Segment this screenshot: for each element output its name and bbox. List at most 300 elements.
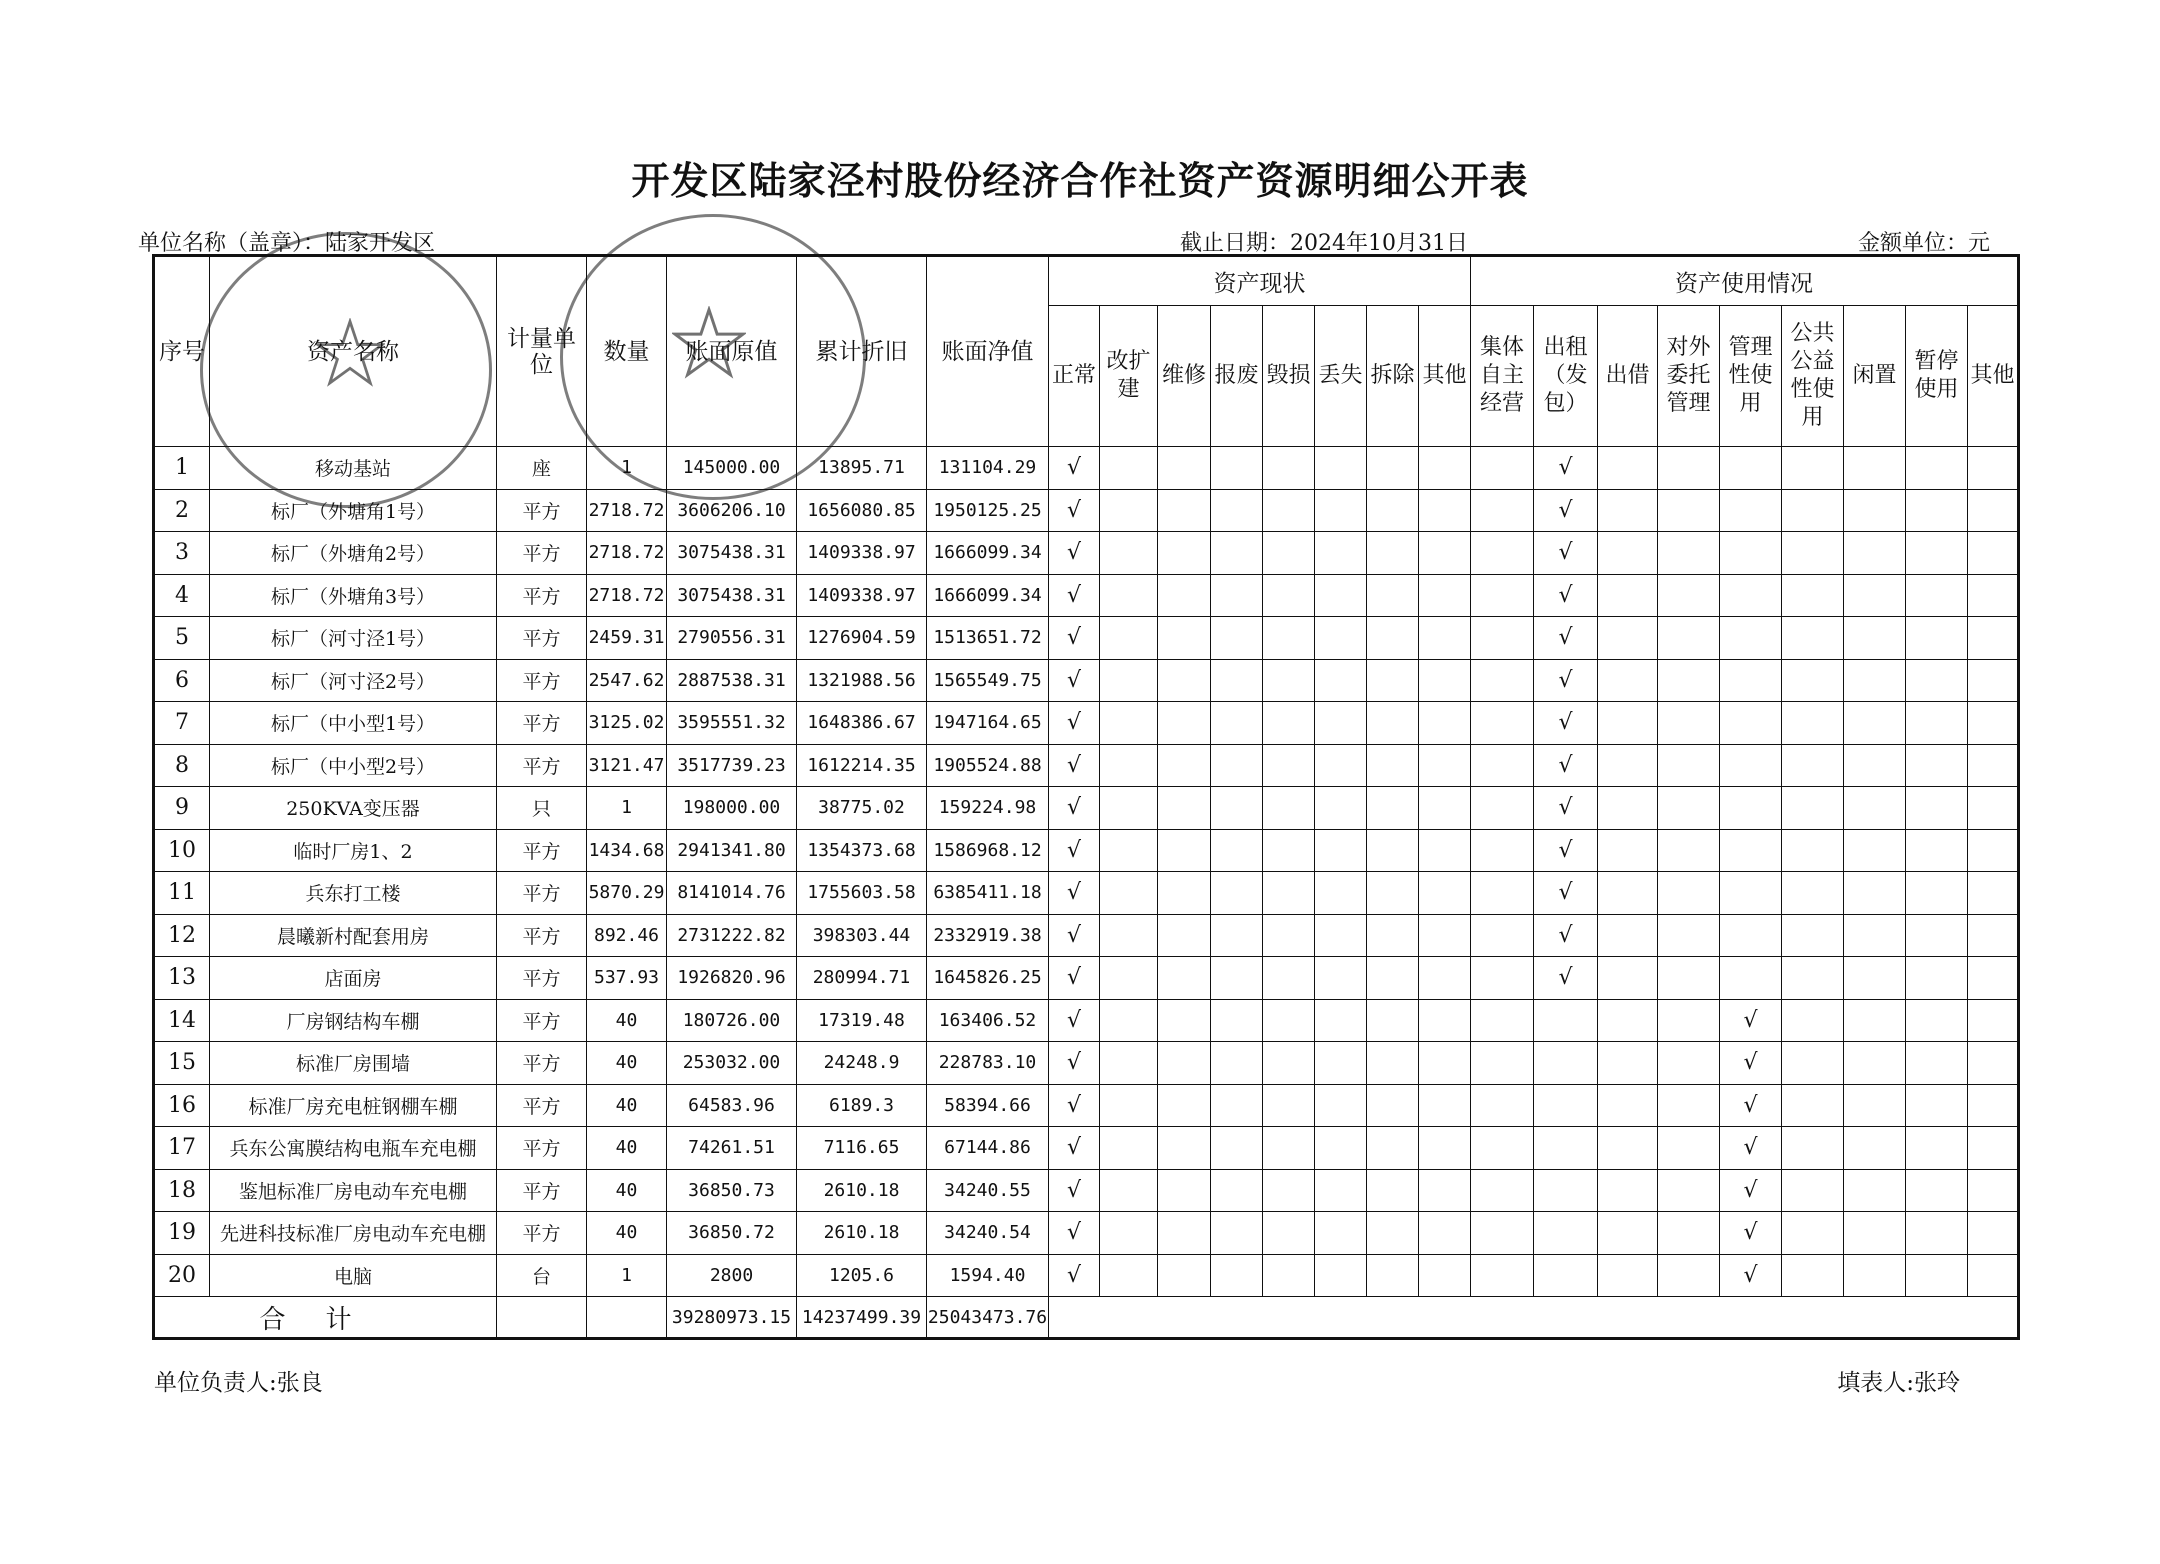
usage-cell [1906, 829, 1968, 872]
usage-cell [1658, 574, 1720, 617]
usage-cell [1658, 1084, 1720, 1127]
usage-cell [1598, 1084, 1658, 1127]
usage-cell [1906, 532, 1968, 575]
row-net-value: 1586968.12 [927, 829, 1049, 872]
status-normal-check: √ [1049, 702, 1100, 745]
status-cell [1263, 617, 1315, 660]
usage-cell [1471, 1169, 1534, 1212]
usage-cell [1782, 659, 1844, 702]
usage-cell [1658, 744, 1720, 787]
usage-cell [1471, 532, 1534, 575]
usage-cell [1906, 1254, 1968, 1297]
status-cell [1367, 574, 1419, 617]
status-normal-check: √ [1049, 1042, 1100, 1085]
row-quantity: 40 [587, 1042, 667, 1085]
row-asset-name: 鉴旭标准厂房电动车充电棚 [210, 1169, 497, 1212]
row-net-value: 228783.10 [927, 1042, 1049, 1085]
status-normal-check: √ [1049, 1254, 1100, 1297]
status-cell [1100, 617, 1158, 660]
status-cell [1315, 829, 1367, 872]
row-asset-name: 先进科技标准厂房电动车充电棚 [210, 1212, 497, 1255]
status-cell [1211, 744, 1263, 787]
row-unit: 只 [497, 787, 587, 830]
usage-cell [1844, 999, 1906, 1042]
status-cell [1263, 489, 1315, 532]
row-seq: 2 [154, 489, 210, 532]
usage-cell [1598, 532, 1658, 575]
header-asset-name: 资产名称 [210, 256, 497, 447]
usage-cell [1534, 1212, 1598, 1255]
status-normal-check: √ [1049, 872, 1100, 915]
status-cell [1263, 447, 1315, 490]
header-status-col: 其他 [1419, 306, 1471, 447]
usage-cell [1598, 1212, 1658, 1255]
status-cell [1315, 1084, 1367, 1127]
usage-cell [1598, 872, 1658, 915]
status-cell [1100, 489, 1158, 532]
status-cell [1100, 787, 1158, 830]
row-depreciation: 1354373.68 [797, 829, 927, 872]
usage-cell [1534, 1169, 1598, 1212]
status-normal-check: √ [1049, 447, 1100, 490]
usage-cell [1906, 617, 1968, 660]
status-cell [1263, 659, 1315, 702]
status-cell [1367, 617, 1419, 660]
status-cell [1419, 574, 1471, 617]
status-cell [1263, 574, 1315, 617]
status-cell [1367, 829, 1419, 872]
status-cell [1158, 659, 1211, 702]
table-row [154, 744, 2019, 787]
total-quantity [587, 1297, 667, 1339]
usage-check: √ [1534, 829, 1598, 872]
status-cell [1211, 829, 1263, 872]
header-status-col: 毁损 [1263, 306, 1315, 447]
form-filler: 填表人:张玲 [1837, 1370, 1960, 1396]
row-depreciation: 1321988.56 [797, 659, 927, 702]
status-cell [1315, 1169, 1367, 1212]
header-usage-col: 闲置 [1844, 306, 1906, 447]
usage-cell [1968, 1169, 2019, 1212]
header-status-col: 报废 [1211, 306, 1263, 447]
row-asset-name: 标准厂房围墙 [210, 1042, 497, 1085]
status-cell [1263, 829, 1315, 872]
row-original-value: 8141014.76 [667, 872, 797, 915]
usage-cell [1844, 574, 1906, 617]
usage-cell [1968, 489, 2019, 532]
status-cell [1263, 1042, 1315, 1085]
usage-cell [1968, 1084, 2019, 1127]
status-cell [1367, 914, 1419, 957]
status-cell [1263, 1084, 1315, 1127]
row-depreciation: 2610.18 [797, 1169, 927, 1212]
row-depreciation: 398303.44 [797, 914, 927, 957]
header-seq: 序号 [154, 256, 210, 447]
usage-cell [1598, 617, 1658, 660]
usage-cell [1658, 659, 1720, 702]
usage-cell [1968, 617, 2019, 660]
status-cell [1100, 1254, 1158, 1297]
table-row [154, 914, 2019, 957]
usage-check: √ [1720, 1042, 1782, 1085]
usage-cell [1906, 489, 1968, 532]
row-original-value: 3595551.32 [667, 702, 797, 745]
row-unit: 平方 [497, 574, 587, 617]
usage-cell [1658, 447, 1720, 490]
usage-cell [1471, 574, 1534, 617]
usage-check: √ [1534, 489, 1598, 532]
usage-cell [1844, 659, 1906, 702]
status-cell [1263, 1254, 1315, 1297]
usage-cell [1534, 1042, 1598, 1085]
row-asset-name: 标厂（外塘角2号） [210, 532, 497, 575]
row-asset-name: 标厂（外塘角3号） [210, 574, 497, 617]
usage-cell [1968, 1042, 2019, 1085]
usage-cell [1598, 787, 1658, 830]
usage-cell [1720, 702, 1782, 745]
usage-cell [1598, 489, 1658, 532]
row-asset-name: 标厂（外塘角1号） [210, 489, 497, 532]
total-empty-area [1049, 1297, 2019, 1339]
usage-cell [1782, 574, 1844, 617]
row-net-value: 1947164.65 [927, 702, 1049, 745]
row-net-value: 1666099.34 [927, 532, 1049, 575]
row-original-value: 36850.72 [667, 1212, 797, 1255]
status-cell [1263, 532, 1315, 575]
row-net-value: 159224.98 [927, 787, 1049, 830]
status-cell [1419, 1254, 1471, 1297]
row-original-value: 36850.73 [667, 1169, 797, 1212]
row-seq: 3 [154, 532, 210, 575]
status-cell [1419, 1042, 1471, 1085]
usage-check: √ [1534, 447, 1598, 490]
usage-cell [1720, 829, 1782, 872]
status-cell [1158, 532, 1211, 575]
usage-cell [1598, 1254, 1658, 1297]
usage-cell [1471, 744, 1534, 787]
status-cell [1263, 702, 1315, 745]
row-seq: 8 [154, 744, 210, 787]
table-row [154, 957, 2019, 1000]
table-row [154, 447, 2019, 490]
row-unit: 平方 [497, 957, 587, 1000]
usage-cell [1720, 489, 1782, 532]
usage-cell [1658, 617, 1720, 660]
row-quantity: 1434.68 [587, 829, 667, 872]
usage-cell [1720, 872, 1782, 915]
table-row [154, 659, 2019, 702]
status-cell [1211, 914, 1263, 957]
status-cell [1315, 999, 1367, 1042]
row-depreciation: 1612214.35 [797, 744, 927, 787]
row-original-value: 1926820.96 [667, 957, 797, 1000]
usage-cell [1598, 447, 1658, 490]
status-cell [1158, 1127, 1211, 1170]
usage-cell [1782, 957, 1844, 1000]
total-label: 合计 [154, 1297, 497, 1339]
status-normal-check: √ [1049, 1212, 1100, 1255]
usage-cell [1844, 957, 1906, 1000]
usage-cell [1968, 829, 2019, 872]
usage-cell [1658, 1254, 1720, 1297]
status-cell [1158, 957, 1211, 1000]
usage-cell [1844, 787, 1906, 830]
usage-cell [1658, 872, 1720, 915]
row-net-value: 34240.54 [927, 1212, 1049, 1255]
status-cell [1158, 489, 1211, 532]
status-cell [1367, 447, 1419, 490]
usage-cell [1598, 574, 1658, 617]
table-row [154, 489, 2019, 532]
row-asset-name: 电脑 [210, 1254, 497, 1297]
usage-cell [1782, 1127, 1844, 1170]
row-original-value: 64583.96 [667, 1084, 797, 1127]
row-unit: 平方 [497, 744, 587, 787]
money-unit: 金额单位：元 [1857, 231, 1990, 256]
status-normal-check: √ [1049, 532, 1100, 575]
row-depreciation: 1648386.67 [797, 702, 927, 745]
header-usage-col: 其他 [1968, 306, 2019, 447]
usage-cell [1844, 447, 1906, 490]
usage-check: √ [1534, 744, 1598, 787]
row-seq: 19 [154, 1212, 210, 1255]
usage-cell [1782, 489, 1844, 532]
total-unit [497, 1297, 587, 1339]
row-depreciation: 13895.71 [797, 447, 927, 490]
row-asset-name: 标厂（河寸泾1号） [210, 617, 497, 660]
status-cell [1315, 1127, 1367, 1170]
row-quantity: 40 [587, 1084, 667, 1127]
row-net-value: 58394.66 [927, 1084, 1049, 1127]
row-depreciation: 7116.65 [797, 1127, 927, 1170]
status-cell [1315, 659, 1367, 702]
status-normal-check: √ [1049, 787, 1100, 830]
status-cell [1100, 532, 1158, 575]
row-net-value: 6385411.18 [927, 872, 1049, 915]
usage-cell [1782, 702, 1844, 745]
row-depreciation: 24248.9 [797, 1042, 927, 1085]
usage-cell [1844, 1042, 1906, 1085]
usage-cell [1906, 1042, 1968, 1085]
usage-cell [1658, 914, 1720, 957]
usage-cell [1471, 617, 1534, 660]
row-unit: 平方 [497, 1042, 587, 1085]
row-unit: 平方 [497, 489, 587, 532]
usage-cell [1658, 1169, 1720, 1212]
usage-cell [1471, 829, 1534, 872]
usage-cell [1720, 447, 1782, 490]
table-row [154, 617, 2019, 660]
status-cell [1367, 872, 1419, 915]
status-cell [1419, 1169, 1471, 1212]
page-title: 开发区陆家泾村股份经济合作社资产资源明细公开表 [631, 159, 1529, 203]
status-cell [1419, 1127, 1471, 1170]
status-cell [1100, 999, 1158, 1042]
status-cell [1315, 702, 1367, 745]
status-cell [1158, 617, 1211, 660]
status-cell [1211, 999, 1263, 1042]
row-seq: 1 [154, 447, 210, 490]
row-seq: 10 [154, 829, 210, 872]
status-cell [1263, 1169, 1315, 1212]
usage-cell [1906, 702, 1968, 745]
usage-cell [1598, 659, 1658, 702]
status-cell [1211, 489, 1263, 532]
total-original-value: 39280973.15 [667, 1297, 797, 1339]
usage-cell [1658, 532, 1720, 575]
row-seq: 6 [154, 659, 210, 702]
usage-cell [1782, 829, 1844, 872]
status-cell [1158, 829, 1211, 872]
row-net-value: 1513651.72 [927, 617, 1049, 660]
status-normal-check: √ [1049, 617, 1100, 660]
row-original-value: 180726.00 [667, 999, 797, 1042]
status-cell [1100, 702, 1158, 745]
usage-cell [1968, 744, 2019, 787]
status-cell [1100, 574, 1158, 617]
usage-cell [1720, 617, 1782, 660]
row-depreciation: 1656080.85 [797, 489, 927, 532]
row-depreciation: 1409338.97 [797, 532, 927, 575]
row-net-value: 34240.55 [927, 1169, 1049, 1212]
status-cell [1315, 617, 1367, 660]
status-cell [1263, 744, 1315, 787]
status-cell [1367, 787, 1419, 830]
usage-cell [1471, 1254, 1534, 1297]
row-seq: 20 [154, 1254, 210, 1297]
status-cell [1100, 744, 1158, 787]
status-cell [1158, 914, 1211, 957]
row-asset-name: 厂房钢结构车棚 [210, 999, 497, 1042]
status-cell [1263, 1212, 1315, 1255]
row-asset-name: 标厂（中小型1号） [210, 702, 497, 745]
usage-cell [1844, 829, 1906, 872]
total-row [154, 1297, 2019, 1339]
row-net-value: 67144.86 [927, 1127, 1049, 1170]
status-cell [1158, 1212, 1211, 1255]
usage-cell [1844, 702, 1906, 745]
usage-cell [1534, 1127, 1598, 1170]
usage-cell [1906, 914, 1968, 957]
usage-cell [1906, 999, 1968, 1042]
usage-cell [1720, 574, 1782, 617]
usage-cell [1720, 957, 1782, 1000]
usage-cell [1598, 914, 1658, 957]
usage-cell [1782, 447, 1844, 490]
usage-cell [1968, 574, 2019, 617]
status-cell [1419, 1084, 1471, 1127]
usage-cell [1534, 1254, 1598, 1297]
row-unit: 平方 [497, 1084, 587, 1127]
row-unit: 平方 [497, 1127, 587, 1170]
status-cell [1315, 574, 1367, 617]
usage-cell [1968, 787, 2019, 830]
row-net-value: 1594.40 [927, 1254, 1049, 1297]
row-net-value: 163406.52 [927, 999, 1049, 1042]
status-cell [1263, 999, 1315, 1042]
row-asset-name: 标厂（中小型2号） [210, 744, 497, 787]
row-original-value: 3075438.31 [667, 574, 797, 617]
row-original-value: 2941341.80 [667, 829, 797, 872]
table-row [154, 872, 2019, 915]
usage-cell [1844, 1127, 1906, 1170]
usage-cell [1720, 744, 1782, 787]
table-row [154, 532, 2019, 575]
status-cell [1263, 914, 1315, 957]
usage-cell [1720, 787, 1782, 830]
usage-cell [1844, 617, 1906, 660]
usage-cell [1782, 532, 1844, 575]
responsible-person: 单位负责人:张良 [154, 1370, 323, 1396]
usage-cell [1782, 872, 1844, 915]
status-cell [1158, 1254, 1211, 1297]
row-unit: 平方 [497, 999, 587, 1042]
row-original-value: 253032.00 [667, 1042, 797, 1085]
row-seq: 16 [154, 1084, 210, 1127]
row-original-value: 2887538.31 [667, 659, 797, 702]
usage-cell [1598, 957, 1658, 1000]
table-row [154, 1212, 2019, 1255]
row-quantity: 2718.72 [587, 574, 667, 617]
usage-check: √ [1720, 1084, 1782, 1127]
usage-cell [1968, 1212, 2019, 1255]
status-cell [1211, 702, 1263, 745]
status-cell [1211, 617, 1263, 660]
usage-cell [1471, 489, 1534, 532]
status-cell [1158, 574, 1211, 617]
usage-cell [1658, 702, 1720, 745]
status-cell [1315, 489, 1367, 532]
table-row [154, 1169, 2019, 1212]
row-asset-name: 临时厂房1、2 [210, 829, 497, 872]
usage-cell [1844, 1212, 1906, 1255]
status-cell [1158, 447, 1211, 490]
usage-cell [1844, 1084, 1906, 1127]
row-seq: 15 [154, 1042, 210, 1085]
usage-cell [1844, 914, 1906, 957]
row-unit: 台 [497, 1254, 587, 1297]
usage-cell [1471, 999, 1534, 1042]
usage-cell [1598, 999, 1658, 1042]
row-depreciation: 6189.3 [797, 1084, 927, 1127]
row-depreciation: 1276904.59 [797, 617, 927, 660]
status-cell [1315, 787, 1367, 830]
header-usage-group: 资产使用情况 [1471, 256, 2019, 306]
status-cell [1315, 914, 1367, 957]
status-cell [1158, 702, 1211, 745]
row-quantity: 40 [587, 1169, 667, 1212]
usage-cell [1471, 914, 1534, 957]
status-cell [1315, 744, 1367, 787]
table-row [154, 1042, 2019, 1085]
row-net-value: 1565549.75 [927, 659, 1049, 702]
usage-check: √ [1720, 1169, 1782, 1212]
table-row [154, 787, 2019, 830]
status-cell [1367, 489, 1419, 532]
row-quantity: 40 [587, 1127, 667, 1170]
status-cell [1419, 447, 1471, 490]
status-cell [1263, 787, 1315, 830]
status-cell [1100, 1127, 1158, 1170]
status-cell [1211, 532, 1263, 575]
status-cell [1367, 1127, 1419, 1170]
row-asset-name: 250KVA变压器 [210, 787, 497, 830]
header-status-col: 改扩建 [1100, 306, 1158, 447]
row-original-value: 3606206.10 [667, 489, 797, 532]
row-unit: 平方 [497, 532, 587, 575]
status-cell [1100, 914, 1158, 957]
status-cell [1158, 1084, 1211, 1127]
